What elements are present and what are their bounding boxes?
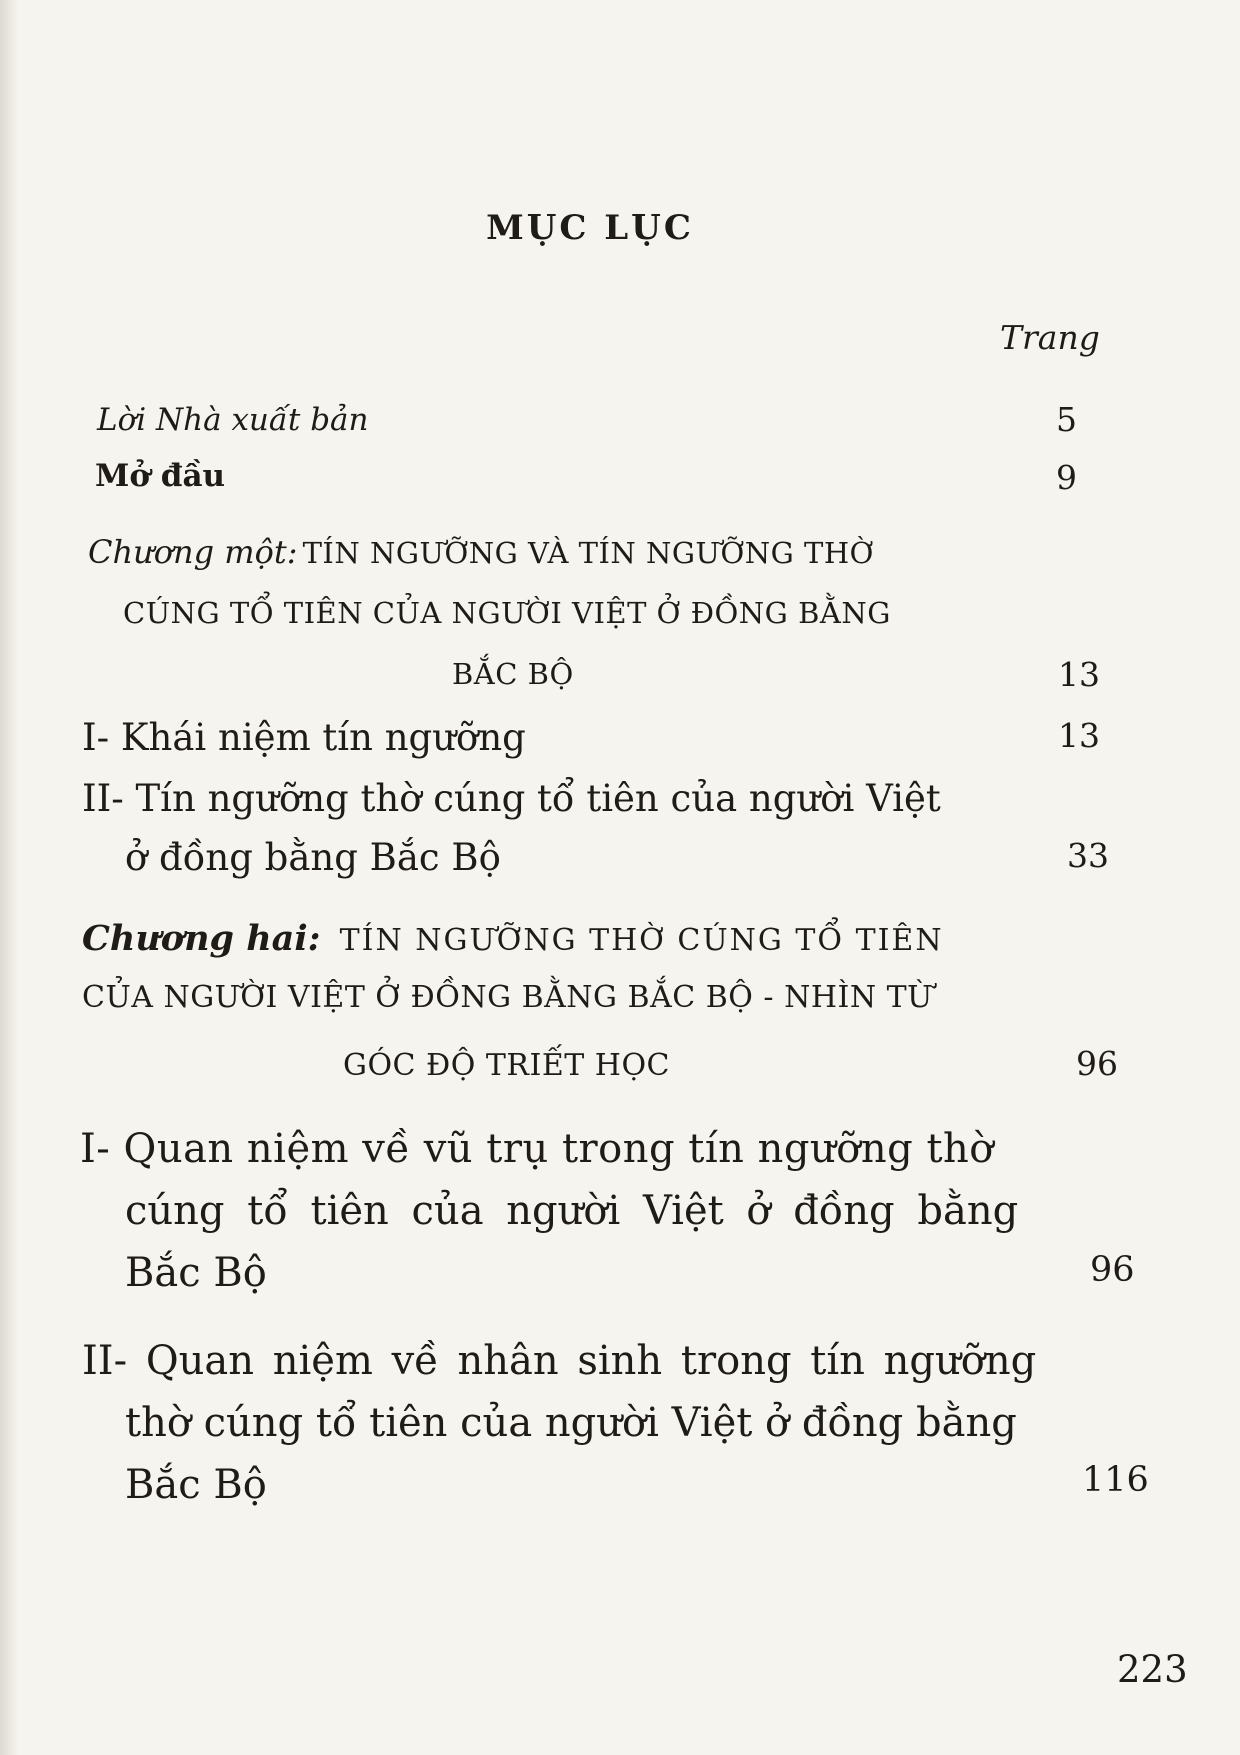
toc-ch1-section-1-page: 13 [1058, 716, 1100, 755]
toc-preface-label[interactable]: Lời Nhà xuất bản [97, 402, 369, 438]
page-column-label: Trang [1000, 318, 1100, 357]
toc-ch2-section-1-line2: cúng tổ tiên của người Việt ở đồng bằng [125, 1188, 1019, 1234]
chapter-2-prefix: Chương hai: [82, 918, 321, 959]
page-number: 223 [1117, 1648, 1188, 1691]
chapter-1-title-1: TÍN NGƯỠNG VÀ TÍN NGƯỠNG THỜ [302, 536, 874, 570]
toc-ch1-section-1-label[interactable]: I- Khái niệm tín ngưỡng [82, 716, 526, 759]
toc-intro-label[interactable]: Mở đầu [95, 458, 226, 494]
toc-chapter-1-line2: CÚNG TỔ TIÊN CỦA NGƯỜI VIỆT Ở ĐỒNG BẰNG [123, 596, 891, 630]
toc-chapter-2-line2: CỦA NGƯỜI VIỆT Ở ĐỒNG BẰNG BẮC BỘ - NHÌN TỪ [82, 980, 933, 1015]
toc-ch1-section-2-page: 33 [1067, 836, 1109, 875]
toc-ch2-section-1-line1[interactable]: I- Quan niệm về vũ trụ trong tín ngưỡng thờ [80, 1126, 994, 1172]
toc-preface-page: 5 [1056, 400, 1077, 439]
toc-chapter-1-line3: BẮC BỘ [452, 657, 574, 691]
toc-intro-page: 9 [1056, 458, 1077, 497]
toc-ch2-section-2-page: 116 [1082, 1460, 1149, 1500]
toc-chapter-1-line1[interactable] [88, 533, 874, 571]
toc-chapter-2-page: 96 [1076, 1044, 1118, 1083]
toc-ch1-section-2-line2: ở đồng bằng Bắc Bộ [125, 836, 501, 879]
toc-ch2-section-1-line3: Bắc Bộ [125, 1250, 267, 1296]
toc-ch2-section-2-line3: Bắc Bộ [125, 1462, 267, 1508]
toc-chapter-2-line3: GÓC ĐỘ TRIẾT HỌC [343, 1048, 670, 1083]
chapter-1-prefix: Chương một: [88, 533, 298, 571]
page-title: MỤC LỤC [486, 208, 694, 248]
toc-ch2-section-2-line2: thờ cúng tổ tiên của người Việt ở đồng bằng [125, 1400, 1017, 1446]
toc-ch1-section-2-line1[interactable]: II- Tín ngưỡng thờ cúng tổ tiên của người Việt [82, 777, 941, 820]
toc-chapter-2-line1[interactable] [82, 918, 944, 959]
page-edge-shadow [0, 0, 18, 1755]
toc-ch2-section-1-page: 96 [1090, 1250, 1135, 1290]
chapter-2-title-1: TÍN NGƯỠNG THỜ CÚNG TỔ TIÊN [339, 923, 944, 958]
toc-chapter-1-page: 13 [1058, 655, 1100, 694]
toc-ch2-section-2-line1[interactable]: II- Quan niệm về nhân sinh trong tín ngưỡng [82, 1338, 1037, 1384]
